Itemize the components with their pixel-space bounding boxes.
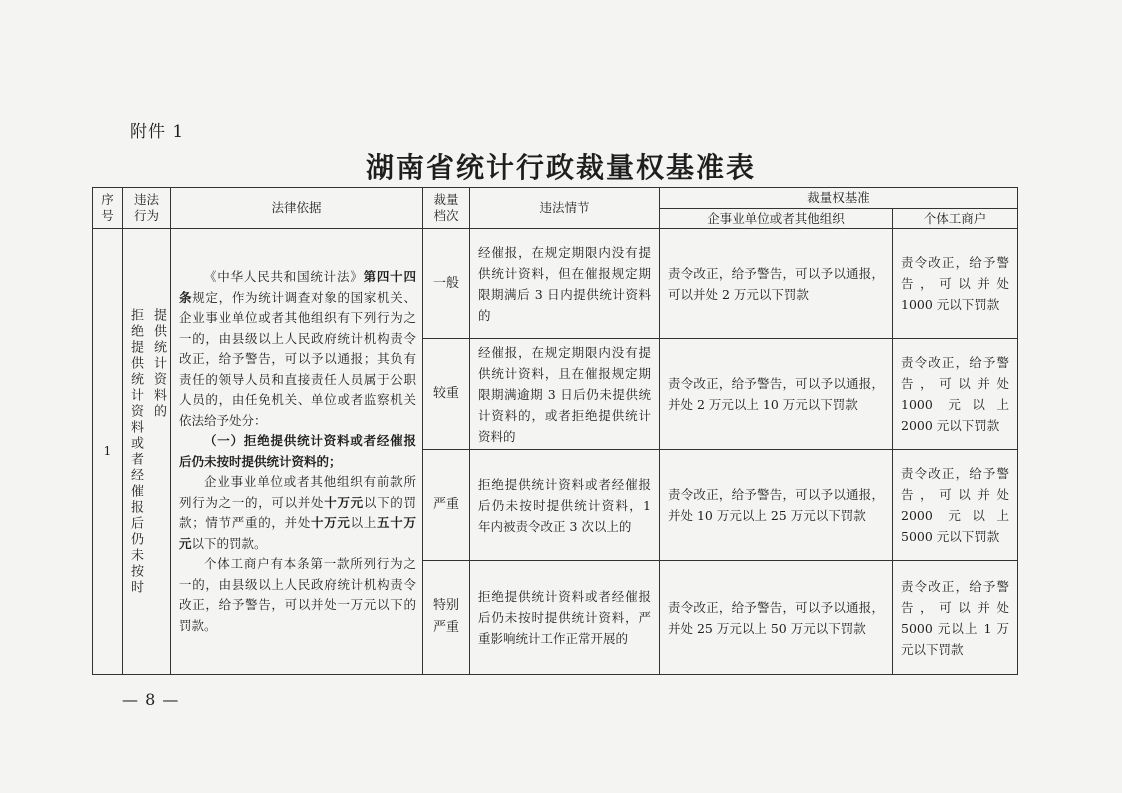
cell-seq: 1 bbox=[93, 229, 123, 675]
cell-circumstance: 经催报，在规定期限内没有提供统计资料，但在催报规定期限期满后 3 日内提供统计资料的 bbox=[470, 229, 660, 339]
cell-circumstance: 拒绝提供统计资料或者经催报后仍未按时提供统计资料，1 年内被责令改正 3 次以上的 bbox=[470, 450, 660, 561]
basis-amount-3: 五十万元 bbox=[179, 515, 416, 551]
violation-text-col2: 提供统计资料的 bbox=[151, 307, 166, 420]
cell-enterprise: 责令改正，给予警告，可以予以通报，并处 10 万元以上 25 万元以下罚款 bbox=[660, 450, 893, 561]
page-title bbox=[0, 146, 1122, 186]
cell-individual: 责令改正，给予警告，可以并处 2000 元以上 5000 元以下罚款 bbox=[893, 450, 1018, 561]
level-text: 特别严重 bbox=[432, 598, 459, 635]
cell-enterprise: 责令改正，给予警告，可以予以通报，并处 2 万元以上 10 万元以下罚款 bbox=[660, 339, 893, 450]
basis-paragraph-2 bbox=[179, 431, 416, 472]
discretion-standard-table bbox=[92, 187, 1018, 675]
basis-text-1: 规定，作为统计调查对象的国家机关、企业事业单位或者其他组织有下列行为之一的，由县级以上人民政府统计机构责令改正，给予警告，可以予以通报；其负有责任的领导人员和直接责任人员属于公职人员的，由任免机关、单位或者监察机关依法给予处分： bbox=[179, 289, 416, 428]
header-individual: 个体工商户 bbox=[893, 209, 1018, 229]
cell-level: 较重 bbox=[423, 339, 470, 450]
header-seq: 序号 bbox=[93, 188, 123, 229]
cell-violation bbox=[123, 229, 171, 675]
cell-legal-basis bbox=[171, 229, 423, 675]
attachment-label: 附件 1 bbox=[130, 122, 185, 142]
basis-article: 第四十四条 bbox=[179, 269, 416, 305]
cell-individual: 责令改正，给予警告，可以并处 5000 元以上 1 万元以下罚款 bbox=[893, 561, 1018, 675]
table-row bbox=[93, 229, 1018, 339]
cell-circumstance: 经催报，在规定期限内没有提供统计资料，且在催报规定期限期满逾期 3 日后仍未提供统计资料的，或者拒绝提供统计资料的 bbox=[470, 339, 660, 450]
page-number: — 8 — bbox=[122, 690, 180, 709]
cell-circumstance: 拒绝提供统计资料或者经催报后仍未按时提供统计资料，严重影响统计工作正常开展的 bbox=[470, 561, 660, 675]
basis-amount-1: 十万元 bbox=[324, 494, 364, 510]
basis-paragraph-3 bbox=[179, 472, 416, 554]
basis-text-3e: 以上 bbox=[350, 515, 378, 530]
basis-text-3a: 企业事业单位或者其他组织有前款所列行为之一的，可以并处 bbox=[179, 474, 416, 510]
basis-text-3g: 以下的罚款。 bbox=[191, 535, 267, 551]
header-enterprise: 企事业单位或者其他组织 bbox=[660, 209, 893, 229]
cell-enterprise: 责令改正，给予警告，可以予以通报，并处 25 万元以上 50 万元以下罚款 bbox=[660, 561, 893, 675]
header-circumstance: 违法情节 bbox=[470, 188, 660, 229]
cell-level: 严重 bbox=[423, 450, 470, 561]
basis-paragraph-1 bbox=[179, 267, 416, 431]
cell-individual: 责令改正，给予警告，可以并处 1000 元以上 2000 元以下罚款 bbox=[893, 339, 1018, 450]
violation-text-col1: 拒绝提供统计资料或者经催报后仍未按时 bbox=[128, 307, 143, 596]
basis-paragraph-4: 个体工商户有本条第一款所列行为之一的，由县级以上人民政府统计机构责令改正，给予警告，可以并处一万元以下的罚款。 bbox=[179, 556, 416, 633]
cell-enterprise: 责令改正，给予警告，可以予以通报，可以并处 2 万元以下罚款 bbox=[660, 229, 893, 339]
header-standard: 裁量权基准 bbox=[660, 188, 1018, 209]
basis-amount-2: 十万元 bbox=[311, 515, 351, 530]
basis-text-3c: 以下的罚款；情节严重的，并处 bbox=[179, 494, 416, 530]
title-text: 湖南省统计行政裁量权基准表 bbox=[365, 151, 756, 184]
basis-law-name: 《中华人民共和国统计法》 bbox=[204, 269, 364, 284]
header-violation: 违法行为 bbox=[123, 188, 171, 229]
cell-level: 一般 bbox=[423, 229, 470, 339]
header-basis: 法律依据 bbox=[171, 188, 423, 229]
cell-level bbox=[423, 561, 470, 675]
cell-individual: 责令改正，给予警告，可以并处 1000 元以下罚款 bbox=[893, 229, 1018, 339]
basis-item-1: （一）拒绝提供统计资料或者经催报后仍未按时提供统计资料的； bbox=[179, 433, 416, 469]
header-level: 裁量档次 bbox=[423, 188, 470, 229]
header-row-1 bbox=[93, 188, 1018, 209]
